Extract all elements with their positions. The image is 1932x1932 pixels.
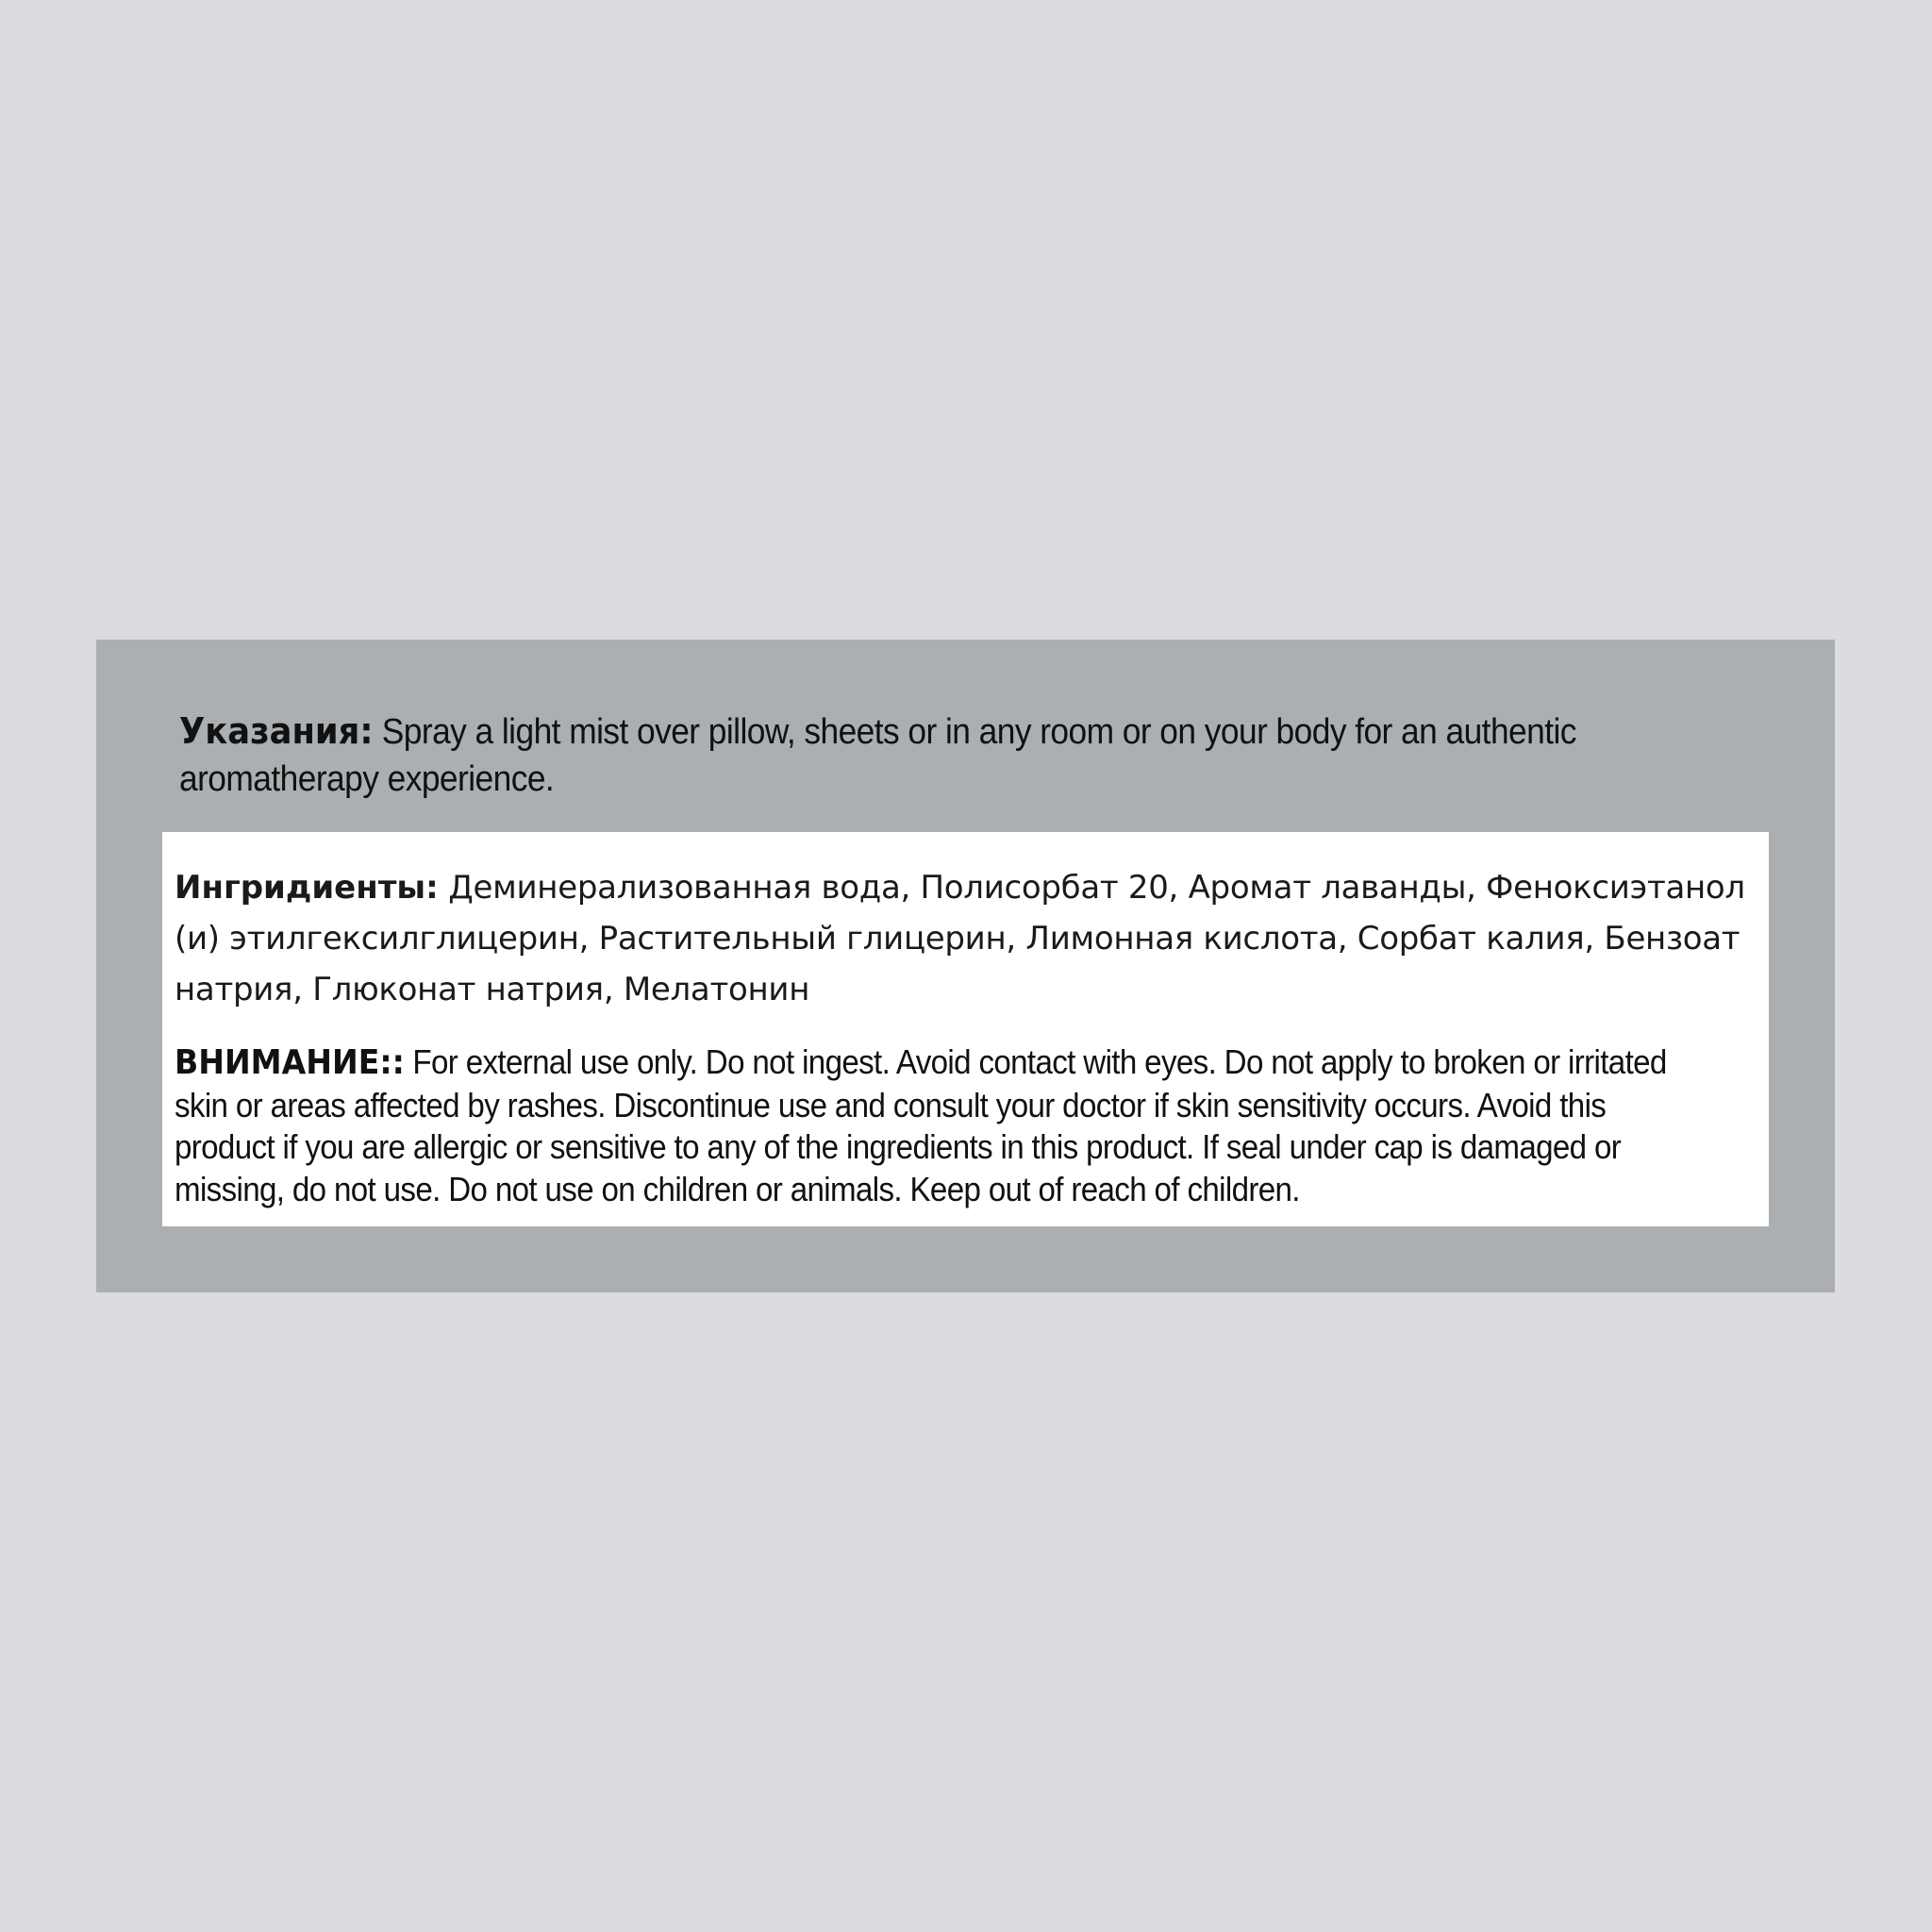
directions-paragraph bbox=[179, 708, 1653, 803]
warning-paragraph bbox=[175, 1041, 1702, 1210]
directions-text: Spray a light mist over pillow, sheets or in any room or on your body for an authentic aromatherapy experience. bbox=[179, 712, 1576, 799]
directions-heading: Указания: bbox=[179, 710, 374, 752]
ingredients-warning-box bbox=[162, 832, 1769, 1226]
ingredients-heading: Ингридиенты: bbox=[175, 869, 439, 907]
label-panel bbox=[96, 640, 1835, 1292]
warning-heading: ВНИМАНИЕ:: bbox=[175, 1043, 405, 1082]
ingredients-paragraph bbox=[175, 862, 1759, 1015]
ingredients-text: Деминерализованная вода, Полисорбат 20, Аромат лаванды, Феноксиэтанол (и) этилгексилглицерин, Растительный глицерин, Лимонная кислота, Сорбат калия, Бензоат натрия, Глюконат натрия, Мелатонин bbox=[175, 869, 1745, 1008]
warning-text: For external use only. Do not ingest. Avoid contact with eyes. Do not apply to broken or irritated skin or areas affected by rashes. Discontinue use and consult your doctor if skin sensitivity occurs. Avoid this product if you are allergic or sensitive to any of the ingredients in this product. If seal under cap is damaged or missing, do not use. Do not use on children or animals. Keep out of reach of children. bbox=[175, 1042, 1667, 1208]
